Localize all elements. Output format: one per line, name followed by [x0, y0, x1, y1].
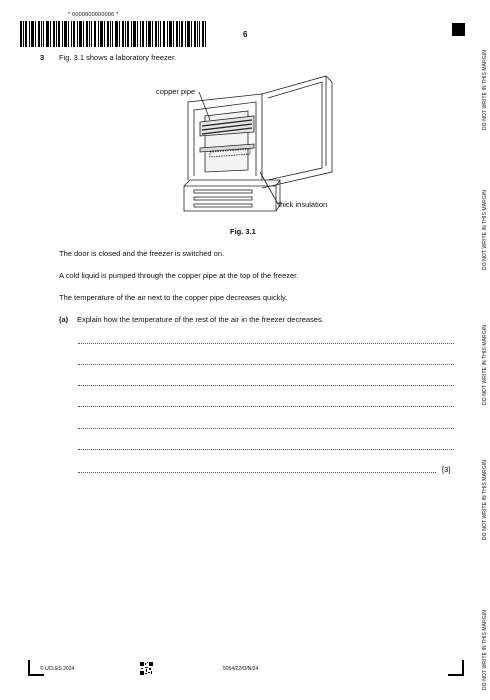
- paragraph-1: The door is closed and the freezer is switched on.: [59, 249, 225, 258]
- marks-label: [3]: [442, 465, 451, 474]
- answer-line-4[interactable]: [78, 406, 454, 407]
- answer-line-1[interactable]: [78, 343, 454, 344]
- qr-code: [140, 662, 153, 675]
- figure-caption: Fig. 3.1: [230, 227, 256, 236]
- barcode: [20, 21, 206, 47]
- paper-code: 5054/22/O/N/24: [223, 666, 259, 672]
- margin-warning-3: DO NOT WRITE IN THIS MARGIN: [482, 324, 488, 405]
- label-copper-pipe: copper pipe: [156, 87, 196, 96]
- question-number: 3: [40, 53, 45, 62]
- margin-warning-2: DO NOT WRITE IN THIS MARGIN: [482, 189, 488, 270]
- answer-line-3[interactable]: [78, 385, 454, 386]
- paragraph-3: The temperature of the air next to the copper pipe decreases quickly.: [59, 293, 288, 302]
- part-a-text: Explain how the temperature of the rest of the air in the freezer decreases.: [77, 315, 324, 324]
- answer-line-6[interactable]: [78, 449, 454, 450]
- barcode-number: * 0000800000006 *: [68, 12, 119, 18]
- freezer-figure: [150, 68, 350, 218]
- crop-mark-right: [448, 660, 464, 676]
- question-intro: Fig. 3.1 shows a laboratory freezer.: [59, 53, 177, 62]
- margin-warning-5: DO NOT WRITE IN THIS MARGIN: [482, 609, 488, 690]
- answer-line-5[interactable]: [78, 428, 454, 429]
- label-thick-insulation: thick insulation: [278, 200, 328, 209]
- margin-warning-4: DO NOT WRITE IN THIS MARGIN: [482, 459, 488, 540]
- answer-line-7[interactable]: [78, 472, 436, 473]
- page-number: 6: [243, 30, 248, 39]
- margin-warning-1: DO NOT WRITE IN THIS MARGIN: [482, 49, 488, 130]
- corner-mark: [452, 23, 465, 36]
- answer-line-2[interactable]: [78, 364, 454, 365]
- paragraph-2: A cold liquid is pumped through the copper pipe at the top of the freezer.: [59, 271, 299, 280]
- part-a-label: (a): [59, 315, 69, 324]
- copyright-text: © UCLES 2024: [40, 666, 75, 672]
